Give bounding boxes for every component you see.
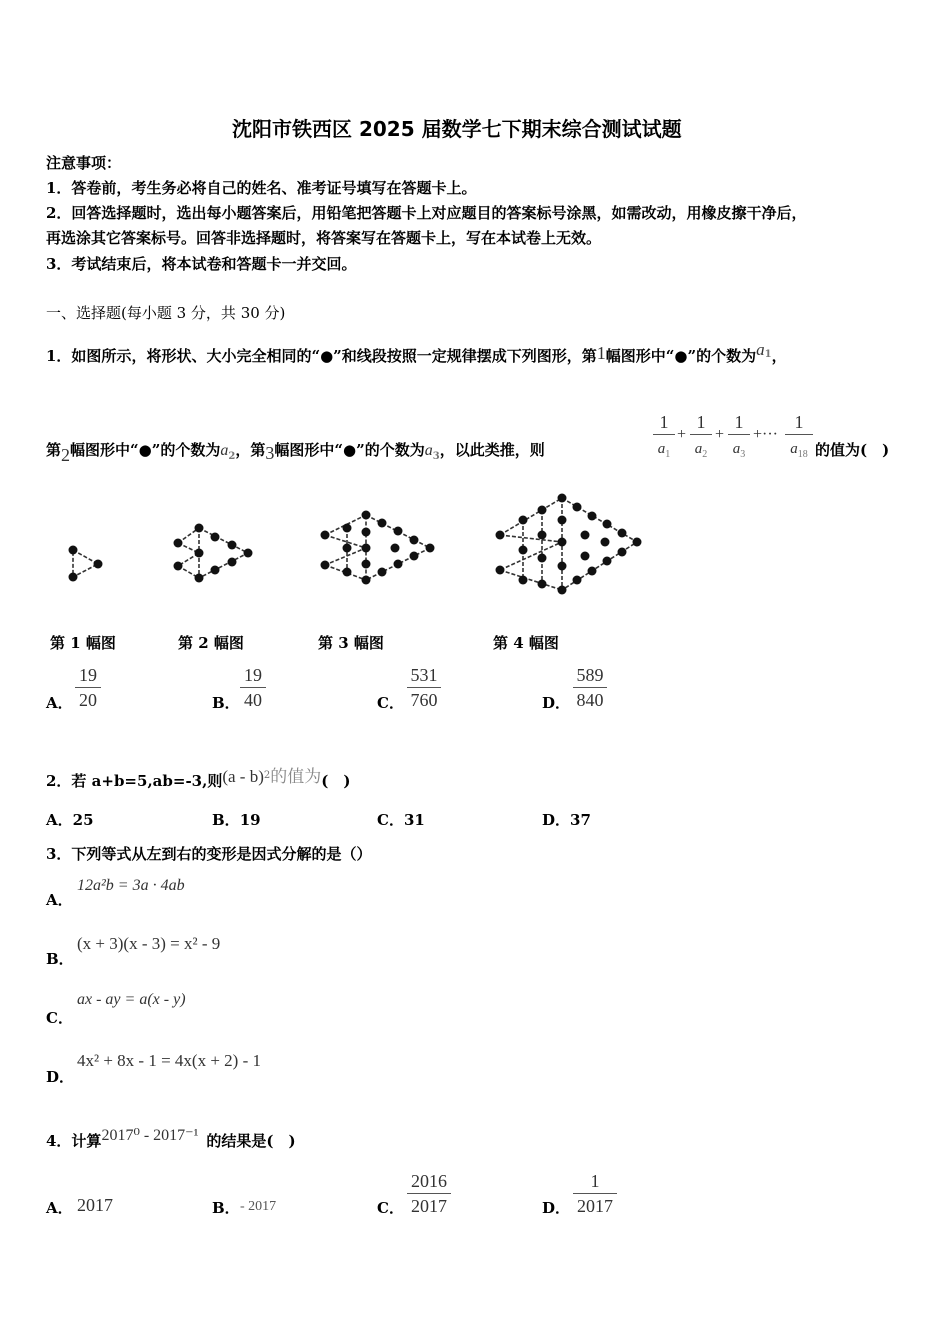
q4-option-d-letter[interactable]: D． [542, 1199, 571, 1217]
notice-item: 1．答卷前，考生务必将自己的姓名、准考证号填写在答题卡上。 [46, 179, 477, 197]
q3-option-d[interactable]: 4x² + 8x - 1 = 4x(x + 2) - 1 [77, 1051, 262, 1070]
q4-option-b[interactable]: - 2017 [240, 1199, 277, 1214]
q1-option-c-letter[interactable]: C． [377, 694, 404, 712]
q3-option-b-letter[interactable]: B． [46, 950, 74, 968]
figure-label: 第 3 幅图 [318, 634, 384, 652]
q2-option-d[interactable]: D．37 [542, 811, 591, 829]
q4-option-a-letter[interactable]: A． [46, 1199, 73, 1217]
figure-label: 第 4 幅图 [493, 634, 559, 652]
q3-option-c[interactable]: ax - ay = a(x - y) [77, 991, 186, 1008]
q1-option-d-letter[interactable]: D． [542, 694, 571, 712]
sum-frac-1: 1 $a_1$ [653, 412, 675, 465]
q2-option-b[interactable]: B．19 [212, 811, 261, 829]
q3-stem: 3．下列等式从左到右的变形是因式分解的是（） [46, 845, 372, 863]
q1-line1 [46, 340, 787, 366]
q1-a3: a [424, 442, 433, 459]
sum-frac-3: 1 $a_3$ [728, 412, 750, 465]
q3-option-a[interactable]: 12a²b = 3a · 4ab [77, 877, 185, 894]
q4-expr: 2017⁰ - 2017⁻¹ [101, 1127, 199, 1144]
q1-line2: 第2幅图形中“●”的个数为$a_2$，第3幅图形中“●”的个数为$a_3$，以此类推，则 [46, 441, 545, 465]
q2-expr-tail: 的值为 [270, 767, 322, 786]
q2-stem: 2．若 a+b=5,ab=-3,则(a - b)$^2$的值为( ) [46, 767, 351, 790]
section-heading: 一、选择题(每小题 3 分，共 30 分) [46, 304, 286, 322]
q2-option-c[interactable]: C．31 [377, 811, 425, 829]
notice-heading: 注意事项： [46, 154, 122, 172]
q1-comma: ， [771, 347, 787, 365]
q1-text: 1．如图所示，将形状、大小完全相同的“●”和线段按照一定规律摆成下列图形，第 [46, 347, 597, 365]
q1-option-b-letter[interactable]: B． [212, 694, 240, 712]
sum-frac-18: 1 $a_{18}$ [785, 412, 813, 465]
plus-sign: + [715, 426, 725, 443]
q2-option-a[interactable]: A．25 [46, 811, 94, 829]
q1-option-b[interactable]: 19 40 [240, 665, 266, 710]
q1-option-a[interactable]: 19 20 [75, 665, 101, 710]
q1-a1: a [756, 340, 765, 359]
figure-label: 第 2 幅图 [178, 634, 244, 652]
q4-option-b-letter[interactable]: B． [212, 1199, 240, 1217]
q3-option-b[interactable]: (x + 3)(x - 3) = x² - 9 [77, 934, 221, 953]
sum-frac-2: 1 $a_2$ [690, 412, 712, 465]
q4-option-a[interactable]: 2017 [77, 1195, 113, 1215]
q3-option-d-letter[interactable]: D． [46, 1068, 75, 1086]
q1-option-a-letter[interactable]: A． [46, 694, 73, 712]
notice-item: 3．考试结束后，将本试卷和答题卡一并交回。 [46, 255, 357, 273]
q1-option-c[interactable]: 531 760 [407, 665, 441, 710]
q4-option-c-letter[interactable]: C． [377, 1199, 404, 1217]
q4-option-c[interactable]: 2016 2017 [407, 1171, 451, 1216]
q1-n2: 2 [61, 445, 71, 465]
q4-stem: 4．计算2017⁰ - 2017⁻¹ 的结果是( ) [46, 1127, 296, 1150]
q1-n1: 1 [596, 343, 606, 363]
notice-item: 2．回答选择题时，选出每小题答案后，用铅笔把答题卡上对应题目的答案标号涂黑，如需改动，用橡皮擦干净后， [46, 204, 807, 222]
notice-item: 再选涂其它答案标号。回答非选择题时，将答案写在答题卡上，写在本试卷上无效。 [46, 229, 602, 247]
q1-option-d[interactable]: 589 840 [573, 665, 607, 710]
q3-option-c-letter[interactable]: C． [46, 1009, 73, 1027]
plus-sign: + [677, 426, 687, 443]
page-title: 沈阳市铁西区 2025 届数学七下期末综合测试试题 [232, 117, 682, 141]
q3-option-a-letter[interactable]: A． [46, 891, 73, 909]
q1-n3: 3 [265, 443, 275, 463]
plus-dots: +··· [753, 426, 779, 443]
q1-text-b: 幅图形中“●”的个数为 [605, 347, 757, 365]
q2-expr: (a - b) [222, 767, 264, 786]
q1-figures [40, 480, 660, 620]
figure-label: 第 1 幅图 [50, 634, 116, 652]
q4-option-d[interactable]: 1 2017 [573, 1171, 617, 1216]
q1-a1-sub: 1 [764, 349, 772, 360]
q1-tail: 的值为( ) [815, 441, 890, 459]
q1-a2: a [220, 442, 229, 459]
